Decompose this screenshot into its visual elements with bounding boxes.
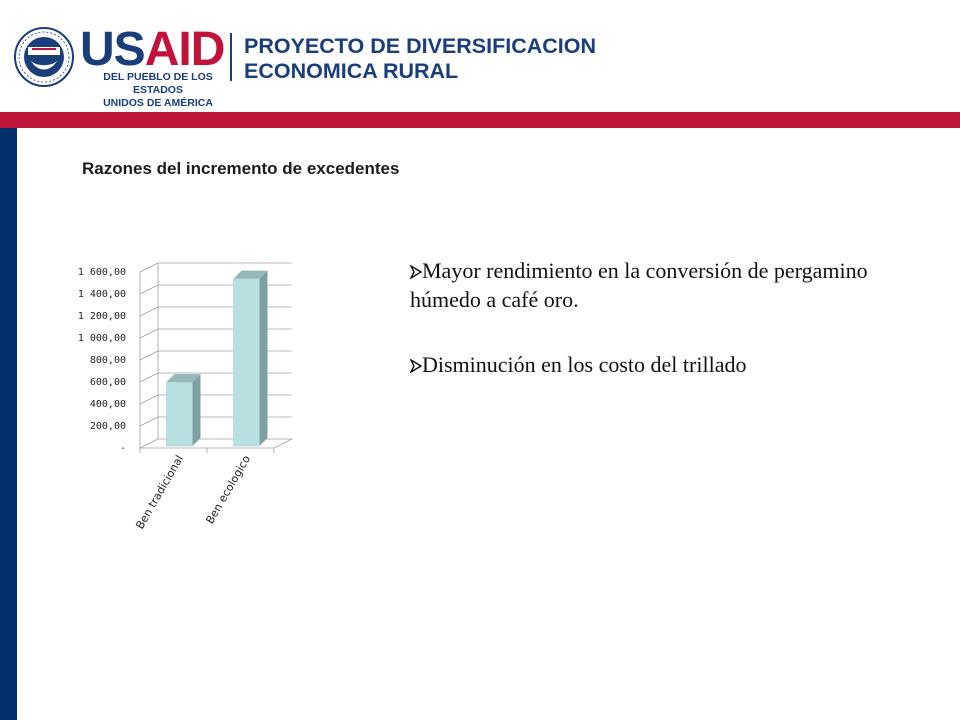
usaid-tagline [83,71,233,110]
bar-chart [60,240,320,540]
y-tick-label: 200,00 [89,421,126,432]
project-name [244,34,596,84]
bar [167,382,193,446]
gridline-diagonal [140,263,158,272]
x-tick-label: Ben tradicional [133,453,187,532]
gridline-diagonal [140,439,158,448]
gridline-diagonal [140,417,158,426]
usaid-us: US [80,23,145,76]
y-tick-label: 400,00 [89,399,126,410]
project-line2: ECONOMICA RURAL [244,59,459,83]
bullet-list [410,256,930,415]
bullet-item [410,350,930,379]
usaid-seal [14,27,74,87]
y-tick-label: 1 200,00 [77,311,126,322]
gridline-diagonal [140,373,158,382]
red-band [0,112,960,128]
gridline-diagonal [140,307,158,316]
bullet-item [410,256,930,314]
left-navy-band [0,128,17,720]
header [0,0,960,112]
bar [234,279,260,446]
y-tick-label: 1 400,00 [77,289,126,300]
y-tick-label: 800,00 [89,355,126,366]
header-divider [230,33,232,81]
floor-right [274,439,292,448]
y-tick-label: 1 000,00 [77,333,126,344]
y-tick-label: 1 600,00 [77,267,126,278]
y-tick-label: 600,00 [89,377,126,388]
bar-side [193,374,201,446]
tagline-line2: UNIDOS DE AMÉRICA [103,97,213,109]
usaid-wordmark [80,24,224,76]
arrow-bullet-icon [410,359,422,373]
arrow-bullet-icon [410,265,422,279]
bullet-text: Disminución en los costo del trillado [422,352,747,377]
usaid-aid: AID [144,23,225,76]
bar-side [260,271,268,446]
gridline-diagonal [140,351,158,360]
tagline-line1: DEL PUEBLO DE LOS ESTADOS [103,71,213,96]
slide-title: Razones del incremento de excedentes [82,159,400,178]
chart-canvas [60,240,320,540]
gridline-diagonal [140,329,158,338]
bullet-text: Mayor rendimiento en la conversión de pergamino húmedo a café oro. [410,258,868,312]
y-tick-label: - [119,443,126,454]
x-tick-label: Ben ecologico [203,453,254,527]
gridline-diagonal [140,395,158,404]
gridline-diagonal [140,285,158,294]
project-line1: PROYECTO DE DIVERSIFICACION [244,34,597,58]
